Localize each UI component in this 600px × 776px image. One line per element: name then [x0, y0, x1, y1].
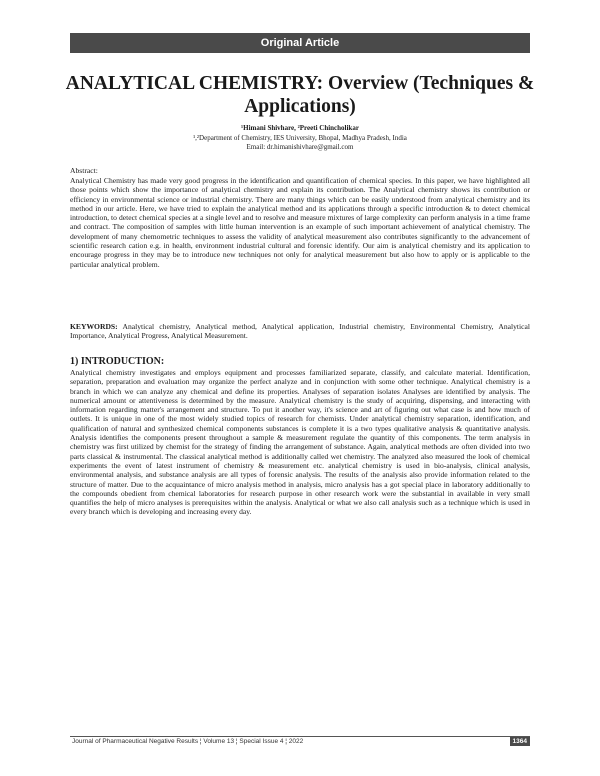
author-email: Email: dr.himanishivhare@gmail.com — [246, 143, 354, 151]
author-block — [60, 124, 540, 153]
abstract-label: Abstract: — [70, 166, 98, 175]
author-affiliation: ¹,²Department of Chemistry, IES University, Bhopal, Madhya Pradesh, India — [193, 133, 407, 142]
journal-citation: Journal of Pharmaceutical Negative Results ¦ Volume 13 ¦ Special Issue 4 ¦ 2022 — [72, 738, 304, 745]
page-footer — [70, 736, 530, 747]
introduction-text: Analytical chemistry investigates and employs equipment and processes familiarized separate, classify, and calculate material. Identification, separation, preparation and evaluation may organize the perfect analyze and in conjunction with some other technique. Analytical chemistry is a branch in which we can analyze any chemical and define its properties. Analyses of separation isolates Analyses are identified by analysis. The numerical amount or attentiveness is determined by the measure. Analytical chemistry is the study of acquiring, dispensing, and interacting with information regarding matter's arrangement and structure. To put it another way, it's science and art of figuring out what case is and how much of outlets. It is unique in one of the most widely studied topics of research for chemists. Under analytical chemistry separation, identification, and qualification of natural and synthesized chemical components substances is complete it is a two types qualitative analysis & quantitative analysis. Analysis identifies the components present throughout a sample & measurement regulate the quantity of this components. The term analysis in chemistry was first utilized by chemist for the strategy of finding the arrangement of substance. Again, analytical methods are often divided into two parts classical & instrumental. The classical analytical method is additionally called wet chemistry. The analyzed also measured the look of chemical experiments the event of latest instrument of chemistry & measurement etc. analytical chemistry is used in bio-analysis, clinical analysis, environmental analysis, and substance analysis are all types of forensic analysis. The results of the analysis also provide information related to the structure of matter. Due to the acquaintance of micro analysis method in analysis, micro analysis has a got special place in laboratory additionally to the compounds obedient from chemical laboratories for research purpose in other research work were the substantial in available in very small quantifies the help of micro analyses is prerequisites within the analysis. Analytical or what we also call analysis such as a technique which is used in every branch which is developing and increasing every day. — [70, 368, 530, 517]
keywords-paragraph — [70, 322, 530, 341]
keywords-label: KEYWORDS: — [70, 322, 118, 331]
author-names: ¹Himani Shivhare, ²Preeti Chincholikar — [241, 124, 359, 132]
page-number: 1364 — [510, 737, 530, 746]
article-type-banner: Original Article — [70, 33, 530, 53]
abstract-text: Analytical Chemistry has made very good progress in the identification and quantification of chemical species. In this paper, we have highlighted all those points which show the importance of analytical chemistry and explain its contribution. The Analytical chemistry shows its contribution or efficiency in environmental science or industrial chemistry. There are many things which can be easily understood from analytical chemistry and its method in our article. Here, we have tried to explain the analytical method and its applications through a specific introduction & to detect chemical introduction, to detect chemical species at a single level and to resolve and measure mixtures of large complexity can perform analysis in a time frame and contract. The composition of samples with little human intervention is an example of such important achievement of analytical chemistry. The development of many chemometric techniques to assess the validity of analytical measurement also contributes significantly to the advancement of scientific research cation e.g. in health, environment industrial cultural and forensic identify. Our aim is analytical chemistry and its application to encourage progress in they may be to introduce new techniques not only for analytical measurement but also how to apply or is applicable to the particular analytical problem. — [70, 176, 530, 269]
section-heading-introduction: 1) INTRODUCTION: — [70, 356, 165, 367]
paper-title: ANALYTICAL CHEMISTRY: Overview (Techniques & Applications) — [65, 73, 535, 117]
keywords-text: Analytical chemistry, Analytical method, Analytical application, Industrial chemistry, Environmental Chemistry, Analytical Importance, Analytical Progress, Analytical Measurement. — [70, 322, 530, 341]
